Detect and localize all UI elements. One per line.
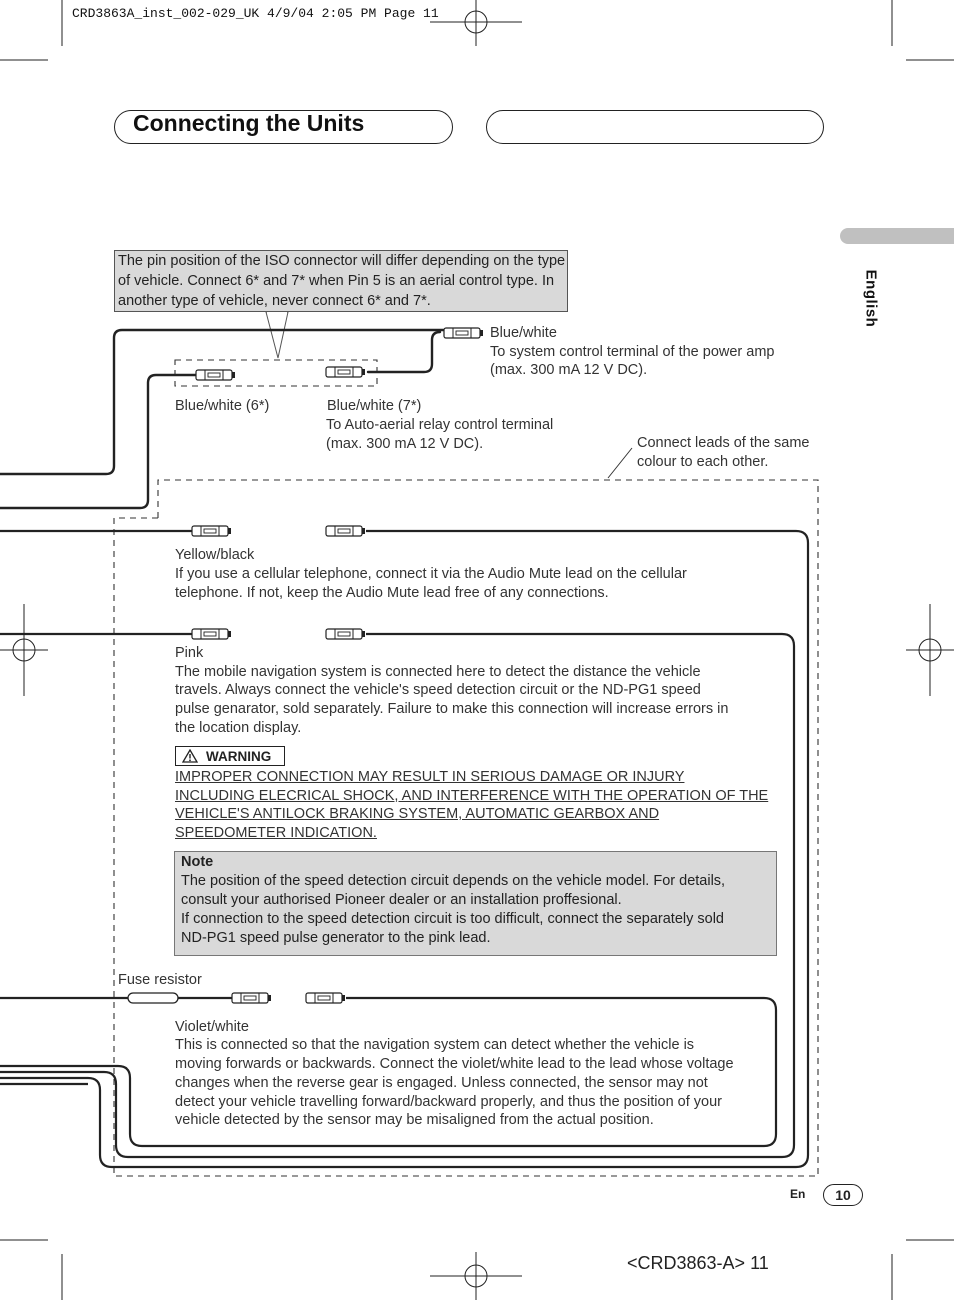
blue-white-label: Blue/white bbox=[490, 325, 557, 341]
note-line-3: If connection to the speed detection circuit is too difficult, connect the separately sold bbox=[181, 911, 724, 927]
fuse-resistor-label: Fuse resistor bbox=[118, 972, 202, 988]
violet-desc-3: changes when the reverse gear is engaged. Unless connected, the sensor may not bbox=[175, 1075, 708, 1091]
print-slug: CRD3863A_inst_002-029_UK 4/9/04 2:05 PM Page 11 bbox=[72, 6, 439, 21]
blue-white-desc-1: To system control terminal of the power amp bbox=[490, 344, 775, 360]
blank-header-frame bbox=[486, 110, 824, 144]
blue-white-7-label: Blue/white (7*) bbox=[327, 398, 422, 414]
pink-desc-4: the location display. bbox=[175, 720, 302, 736]
yellow-black-desc-1: If you use a cellular telephone, connect it via the Audio Mute lead on the cellular bbox=[175, 566, 687, 582]
warning-badge-label: WARNING bbox=[206, 748, 272, 764]
warning-badge bbox=[175, 746, 285, 766]
page-title: Connecting the Units bbox=[133, 110, 365, 136]
violet-desc-4: detect your vehicle travelling forward/backward properly, and thus the position of your bbox=[175, 1094, 722, 1110]
connect-leads-note-1: Connect leads of the same bbox=[637, 435, 810, 451]
iso-connector-callout: The pin position of the ISO connector will differ depending on the type of vehicle. Connect 6* and 7* when Pin 5 is an aerial control type. In another type of vehicle, never connect 6* and 7*. bbox=[114, 250, 568, 312]
warning-line-1: IMPROPER CONNECTION MAY RESULT IN SERIOUS DAMAGE OR INJURY bbox=[175, 769, 685, 785]
connect-leads-note-2: colour to each other. bbox=[637, 454, 769, 470]
pink-desc-3: pulse genarator, sold separately. Failure to make this connection will increase errors in bbox=[175, 701, 729, 717]
note-line-1: The position of the speed detection circuit depends on the vehicle model. For details, bbox=[181, 873, 726, 889]
blue-white-6-label: Blue/white (6*) bbox=[175, 398, 270, 414]
yellow-black-label: Yellow/black bbox=[175, 547, 255, 563]
pink-desc-2: travels. Always connect the vehicle's speed detection circuit or the ND-PG1 speed bbox=[175, 682, 701, 698]
page-number: 10 bbox=[823, 1184, 863, 1206]
warning-line-4: SPEEDOMETER INDICATION. bbox=[175, 824, 377, 841]
warning-line-2: INCLUDING ELECRICAL SHOCK, AND INTERFERENCE WITH THE OPERATION OF THE bbox=[175, 787, 769, 804]
language-label: English bbox=[862, 269, 880, 328]
note-line-4: ND-PG1 speed pulse generator to the pink lead. bbox=[181, 930, 491, 946]
note-line-2: consult your authorised Pioneer dealer or an installation proffesional. bbox=[181, 892, 622, 908]
violet-white-label: Violet/white bbox=[175, 1019, 249, 1035]
blue-white-7-desc-1: To Auto-aerial relay control terminal bbox=[326, 417, 554, 433]
blue-white-desc-2: (max. 300 mA 12 V DC). bbox=[490, 362, 648, 378]
yellow-black-desc-2: telephone. If not, keep the Audio Mute lead free of any connections. bbox=[175, 585, 609, 601]
pink-label: Pink bbox=[175, 645, 204, 661]
violet-desc-2: moving forwards or backwards. Connect the violet/white lead to the lead whose voltage bbox=[175, 1056, 734, 1072]
violet-desc-1: This is connected so that the navigation system can detect whether the vehicle is bbox=[175, 1037, 695, 1053]
note-box bbox=[174, 851, 777, 956]
warning-text bbox=[175, 768, 785, 842]
note-heading: Note bbox=[181, 854, 214, 870]
warning-line-3: VEHICLE'S ANTILOCK BRAKING SYSTEM, AUTOMATIC GEARBOX AND bbox=[175, 806, 660, 822]
blue-white-7-desc-2: (max. 300 mA 12 V DC). bbox=[326, 436, 484, 452]
language-tab bbox=[840, 228, 954, 244]
pink-desc-1: The mobile navigation system is connected here to detect the distance the vehicle bbox=[175, 664, 701, 680]
warning-icon bbox=[182, 749, 198, 763]
language-code: En bbox=[790, 1187, 806, 1201]
violet-desc-5: vehicle detected by the sensor may be misaligned from the actual position. bbox=[175, 1112, 654, 1128]
document-footer: <CRD3863-A> 11 bbox=[627, 1253, 769, 1273]
